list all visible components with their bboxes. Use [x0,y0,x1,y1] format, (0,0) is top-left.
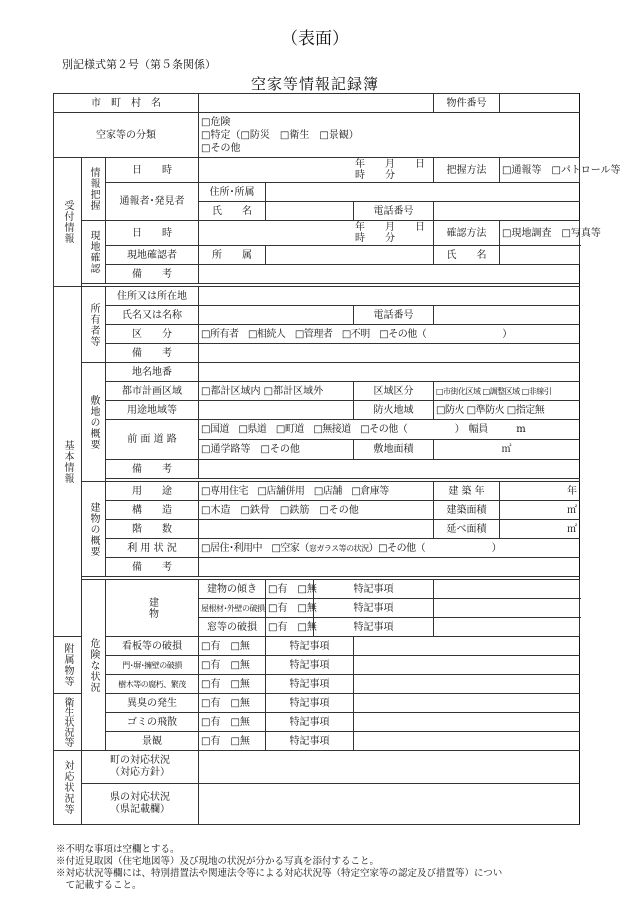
roof-wall-special-value[interactable] [434,599,580,618]
roof-wall-options[interactable]: □有 □無 [266,599,314,618]
trees-special-value[interactable] [354,675,580,694]
garbage-special-value[interactable] [354,713,580,732]
lot-label: 地名地番 [106,363,199,382]
gate-special-label: 特記事項 [266,656,354,675]
window-label: 窓等の破損 [199,618,266,637]
property-no-label: 物件番号 [434,94,500,113]
tilt-special-label: 特記事項 [314,580,434,599]
property-no-value[interactable] [500,94,580,113]
grasp-datetime-value[interactable]: 年 月 日 時 分 [199,158,434,183]
basic-section-label: 基本情報 [54,287,82,637]
odor-special-value[interactable] [354,694,580,713]
roof-wall-special-label: 特記事項 [314,599,434,618]
owner-addr-label: 住所又は所在地 [106,287,199,306]
confirm-method-options[interactable]: □現地調査 □写真等 [500,221,580,246]
floors-value[interactable] [199,520,434,539]
owner-type-label: 区 分 [106,325,199,344]
reporter-name-value[interactable] [266,202,354,221]
trees-label: 樹木等の腐朽、繁茂 [106,675,199,694]
garbage-options[interactable]: □有 □無 [199,713,266,732]
gate-special-value[interactable] [354,656,580,675]
roof-wall-label: 屋根材･外壁の破損 [199,599,266,618]
owner-name-value[interactable] [199,306,354,325]
fire-zone-options[interactable]: □防火 □準防火 □指定無 [434,401,580,420]
use-zone-label: 用途地域等 [106,401,199,420]
trees-special-label: 特記事項 [266,675,354,694]
site-remarks-value[interactable] [199,460,580,479]
front-road-label: 前 面 道 路 [106,420,199,460]
onsite-remarks-value[interactable] [199,265,580,284]
note-1: ※不明な事項は空欄とする。 [56,844,180,855]
reception-section-label: 受付情報 [54,158,82,287]
bldg-section-label: 建物 [106,580,199,637]
sign-label: 看板等の破損 [106,637,199,656]
tilt-label: 建物の傾き [199,580,266,599]
road-options[interactable]: □国道 □県道 □町道 □無接道 □その他（ ） 幅員 m [199,420,580,440]
usage-label: 利 用 状 況 [106,539,199,558]
sign-special-label: 特記事項 [266,637,354,656]
hygiene-section-label: 衛生状況等 [54,694,82,751]
owner-remarks-label: 備 考 [106,344,199,363]
owner-section-label: 所有者等 [82,287,106,363]
odor-label: 異臭の発生 [106,694,199,713]
onsite-name-label: 氏 名 [434,246,500,265]
municipality-value[interactable] [199,94,434,113]
use-options[interactable]: □専用住宅 □店舗併用 □店舗 □倉庫等 [199,482,434,501]
odor-options[interactable]: □有 □無 [199,694,266,713]
onsite-datetime-label: 日 時 [106,221,199,246]
owner-remarks-value[interactable] [199,344,580,363]
record-form-table [53,93,621,825]
building-area-unit[interactable]: ㎡ [500,501,580,520]
city-plan-options[interactable]: □都計区域内 □都計区域外 [199,382,354,401]
window-special-label: 特記事項 [314,618,434,637]
scenery-special-label: 特記事項 [266,732,354,751]
building-area-label: 建築面積 [434,501,500,520]
classification-label: 空家等の分類 [54,113,199,158]
total-floor-unit[interactable]: ㎡ [500,520,580,539]
garbage-label: ゴミの飛散 [106,713,199,732]
site-area-label: 敷地面積 [354,440,434,460]
reporter-label: 通報者･発見者 [106,183,199,221]
road-options-2[interactable]: □通学路等 □その他 [199,440,354,460]
form-number: 別記様式第２号（第５条関係） [62,58,216,71]
site-section-label: 敷地の概要 [82,363,106,482]
odor-special-label: 特記事項 [266,694,354,713]
grasp-method-options[interactable]: □通報等 □パトロール等 [500,158,580,183]
gate-options[interactable]: □有 □無 [199,656,266,675]
built-year-label: 建 築 年 [434,482,500,501]
built-year-unit[interactable]: 年 [500,482,580,501]
owner-type-options[interactable]: □所有者 □相続人 □管理者 □不明 □その他（ ） [199,325,580,344]
scenery-options[interactable]: □有 □無 [199,732,266,751]
owner-phone-label: 電話番号 [354,306,434,325]
reporter-name-label: 氏 名 [199,202,266,221]
reporter-addr-label: 住所･所属 [199,183,266,202]
building-remarks-label: 備 考 [106,558,199,577]
structure-label: 構 造 [106,501,199,520]
municipality-label: 市 町 村 名 [54,94,199,113]
use-label: 用 途 [106,482,199,501]
onsite-section-label: 現地確認 [82,221,106,284]
use-zone-value[interactable] [199,401,354,420]
onsite-affil-label: 所 属 [199,246,266,265]
reporter-phone-value[interactable] [434,202,580,221]
window-special-value[interactable] [434,618,580,637]
fire-zone-label: 防火地域 [354,401,434,420]
onsite-checker-label: 現地確認者 [106,246,199,265]
window-options[interactable]: □有 □無 [266,618,314,637]
reporter-addr-value[interactable] [266,183,580,202]
scenery-label: 景観 [106,732,199,751]
site-remarks-label: 備 考 [106,460,199,479]
lot-value[interactable] [199,363,580,382]
pref-response-value[interactable] [199,784,580,825]
grasp-section-label: 情報把握 [82,158,106,221]
pref-response-label: 県の対応状況 （県記載欄） [82,784,199,825]
garbage-special-label: 特記事項 [266,713,354,732]
classification-options[interactable]: □危険 □特定（□防災 □衛生 □景観） □その他 [199,113,580,158]
owner-name-label: 氏名又は名称 [106,306,199,325]
page-title: 空家等情報記録簿 [250,75,379,93]
gate-label: 門･塀･擁壁の破損 [106,656,199,675]
total-floor-label: 延べ面積 [434,520,500,539]
response-section-label: 対応状況等 [54,751,82,825]
surface-label: （表面） [281,29,349,49]
zone-div-options[interactable]: □市街化区域 □調整区域 □非線引 [434,382,580,401]
floors-label: 階 数 [106,520,199,539]
owner-phone-value[interactable] [434,306,580,325]
onsite-remarks-label: 備 考 [106,265,199,284]
town-response-label: 町の対応状況 （対応方針） [82,751,199,784]
onsite-datetime-value[interactable]: 年 月 日 時 分 [199,221,434,246]
annex-section-label: 附属物等 [54,637,82,694]
onsite-name-value[interactable] [500,246,580,265]
tilt-options[interactable]: □有 □無 [266,580,314,599]
tilt-special-value[interactable] [434,580,580,599]
town-response-value[interactable] [199,751,580,784]
grasp-method-label: 把握方法 [434,158,500,183]
reporter-phone-label: 電話番号 [354,202,434,221]
note-4: て記載すること。 [56,880,142,891]
notes [56,844,576,892]
trees-options[interactable]: □有 □無 [199,675,266,694]
owner-addr-value[interactable] [199,287,580,306]
note-2: ※付近見取図（住宅地図等）及び現地の状況が分かる写真を添付すること。 [56,856,380,867]
note-3: ※対応状況等欄には、特別措置法や関連法令等による対応状況等（特定空家等の認定及び措置等）につい [56,868,503,879]
sign-options[interactable]: □有 □無 [199,637,266,656]
sign-special-value[interactable] [354,637,580,656]
site-area-unit[interactable]: ㎡ [434,440,580,460]
structure-options[interactable]: □木造 □鉄骨 □鉄筋 □その他 [199,501,434,520]
building-remarks-value[interactable] [199,558,580,577]
onsite-affil-value[interactable] [266,246,434,265]
confirm-method-label: 確認方法 [434,221,500,246]
grasp-datetime-label: 日 時 [106,158,199,183]
usage-options[interactable]: □居住･利用中 □空家（窓ガラス等の状況）□その他（ ） [199,539,580,558]
scenery-special-value[interactable] [354,732,580,751]
city-plan-label: 都市計画区域 [106,382,199,401]
building-section-label: 建物の概要 [82,482,106,577]
danger-section-label: 危険な状況 [82,580,106,751]
zone-div-label: 区域区分 [354,382,434,401]
